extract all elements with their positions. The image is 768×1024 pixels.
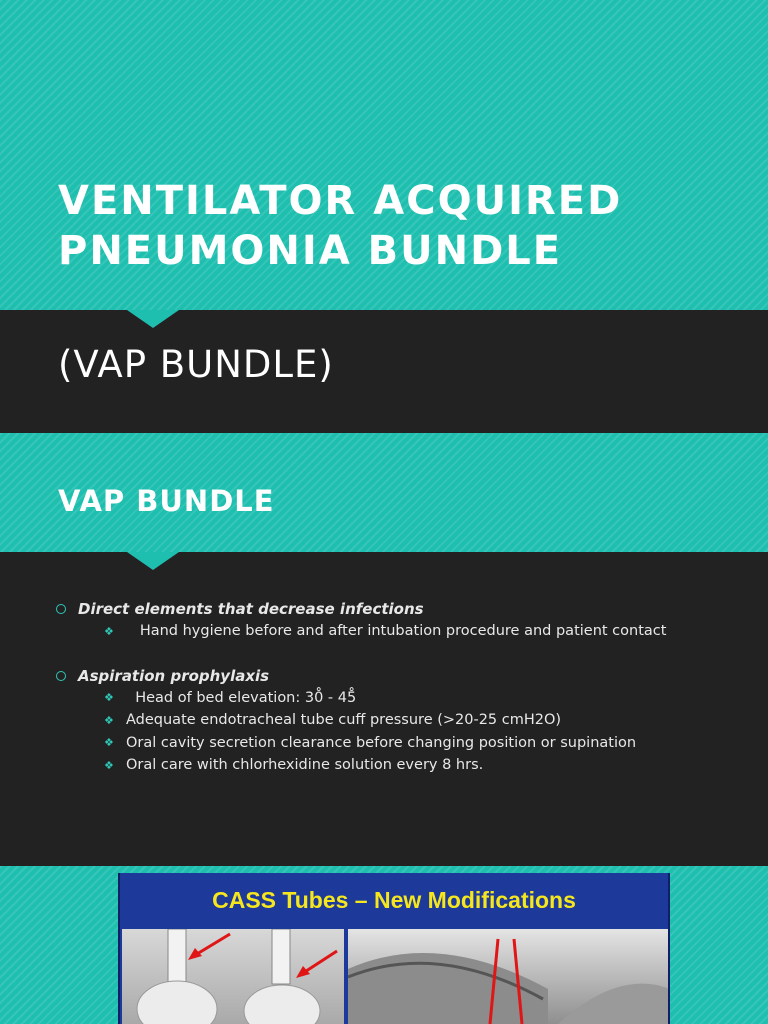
bullet-item: [56, 754, 756, 777]
slide1-notch: [127, 310, 179, 328]
bullet-item-text: Head of bed elevation: 30̊ - 45̊: [126, 689, 357, 706]
bullet-list: [56, 598, 756, 777]
bullet-item: [56, 732, 756, 755]
slide1-title-line2: PNEUMONIA BUNDLE: [58, 228, 563, 274]
tube-photo-right: [348, 929, 670, 1024]
cass-tube-illustration: [122, 929, 344, 1024]
bullet-item-text: Adequate endotracheal tube cuff pressure (>20-25 cmH2O): [126, 712, 562, 729]
diamond-bullet-icon: ❖: [104, 758, 114, 772]
bullet-heading-text: Direct elements that decrease infections: [78, 600, 424, 618]
circle-bullet-icon: [56, 604, 66, 614]
slide2-notch: [127, 552, 179, 570]
diamond-bullet-icon: ❖: [104, 624, 114, 638]
slide1-subtitle: (VAP BUNDLE): [58, 343, 334, 386]
bullet-heading: [56, 665, 756, 687]
bullet-heading-text: Aspiration prophylaxis: [78, 666, 270, 685]
bullet-item: [56, 687, 756, 710]
circle-bullet-icon: [56, 671, 66, 681]
bullet-heading: [56, 598, 756, 620]
cass-tubes-image: [118, 873, 670, 1024]
tube-photo-left: [122, 929, 344, 1024]
diamond-bullet-icon: ❖: [104, 713, 114, 727]
slide1-title-line1: VENTILATOR ACQUIRED: [58, 178, 623, 224]
bullet-item-text: Oral cavity secretion clearance before changing position or supination: [126, 734, 637, 751]
diamond-bullet-icon: ❖: [104, 736, 114, 750]
image-caption: CASS Tubes – New Modifications: [212, 887, 576, 913]
slide2-title: VAP BUNDLE: [58, 484, 275, 518]
bullet-item-text: Oral care with chlorhexidine solution every 8 hrs.: [126, 757, 484, 774]
diamond-bullet-icon: ❖: [104, 691, 114, 705]
bullet-item-text: Hand hygiene before and after intubation procedure and patient contact: [126, 623, 667, 640]
bullet-item: [56, 620, 756, 643]
bullet-item: [56, 709, 756, 732]
cuff-illustration: [348, 929, 670, 1024]
